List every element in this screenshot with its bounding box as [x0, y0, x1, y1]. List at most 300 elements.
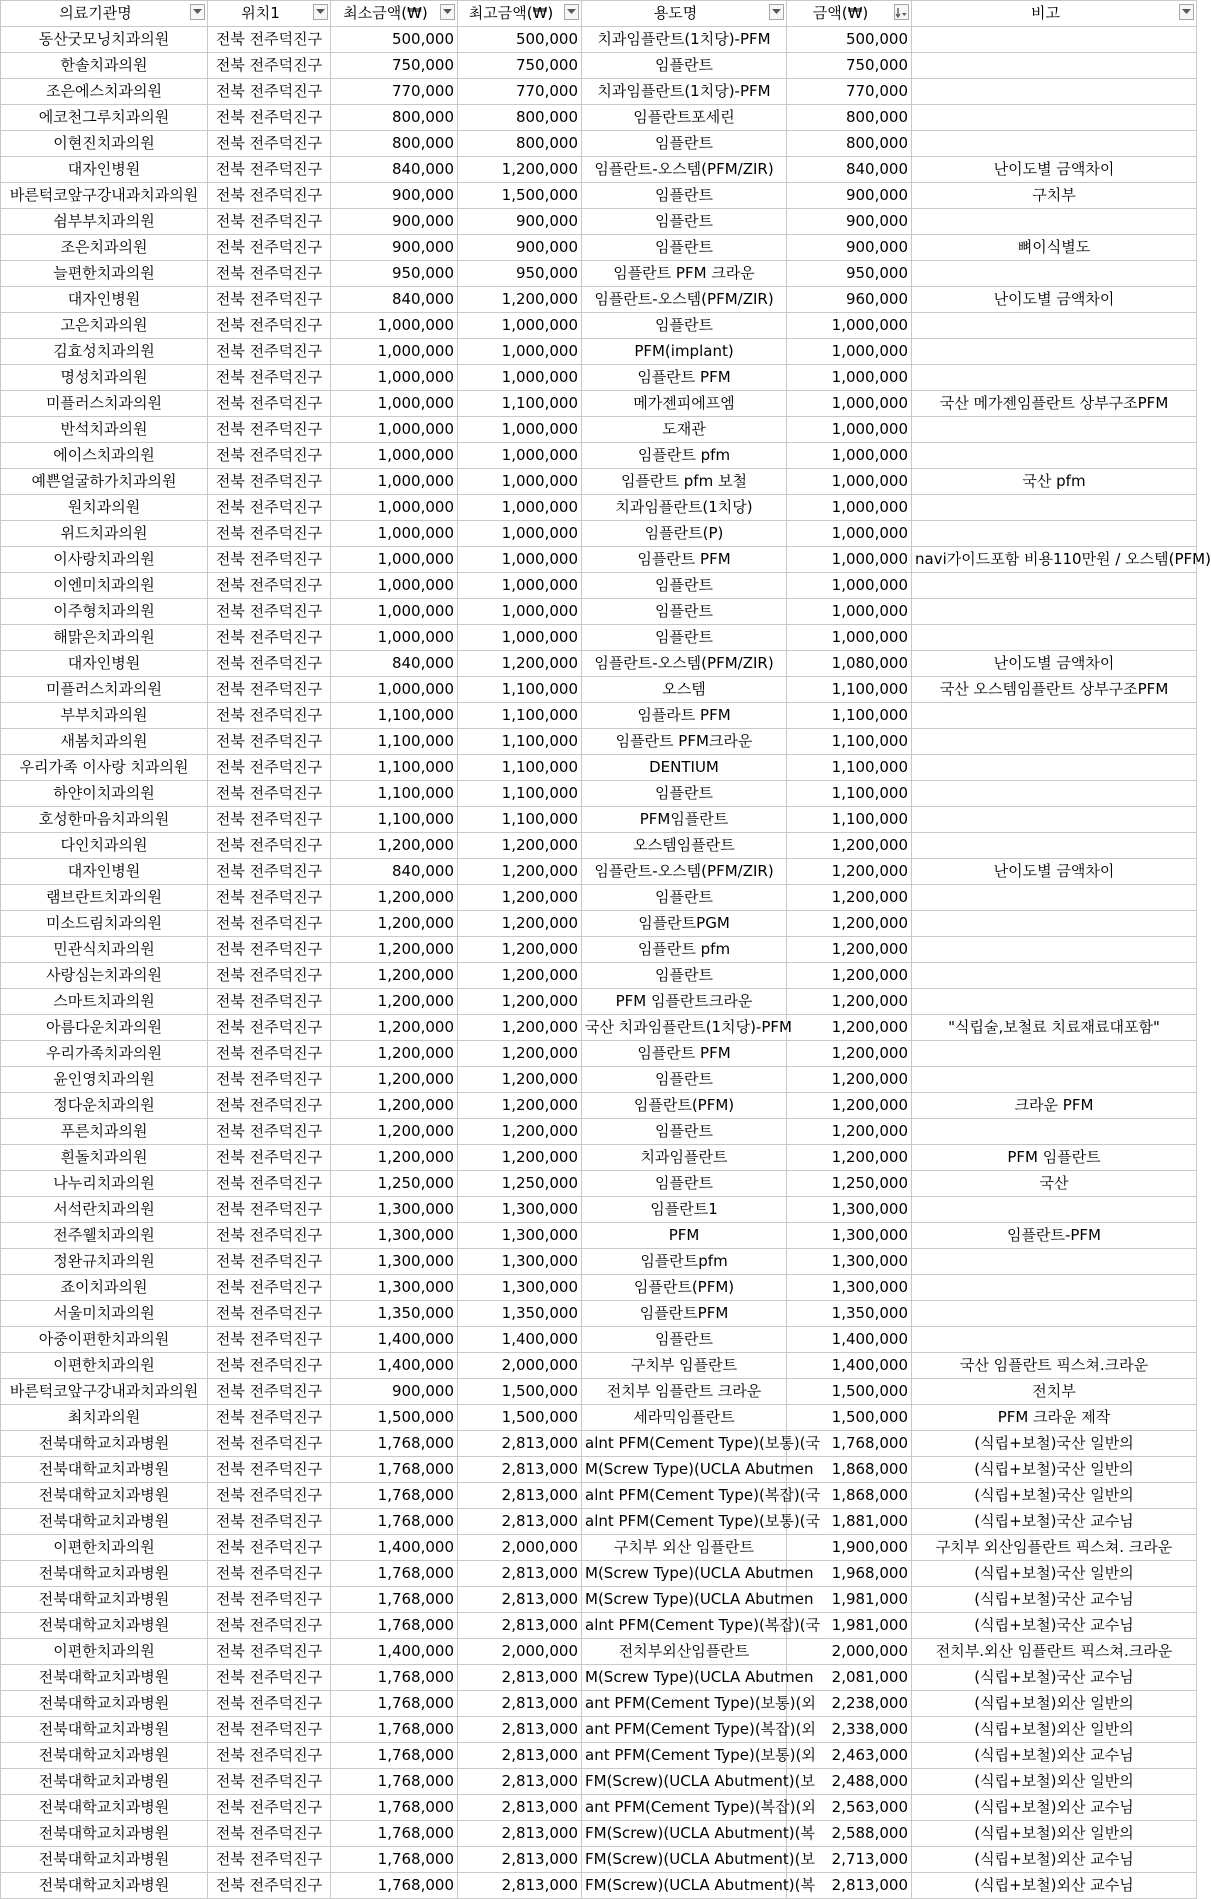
min-price-cell[interactable]: 1,300,000: [331, 1275, 458, 1301]
amount-cell[interactable]: 1,200,000: [787, 1015, 912, 1041]
usage-cell[interactable]: 임플란트-오스템(PFM/ZIR): [582, 157, 787, 183]
max-price-cell[interactable]: 1,200,000: [458, 1093, 582, 1119]
note-cell[interactable]: (식립+보철)국산 일반의: [912, 1457, 1197, 1483]
location-cell[interactable]: 전북 전주덕진구: [208, 625, 331, 651]
amount-cell[interactable]: 2,488,000: [787, 1769, 912, 1795]
usage-cell[interactable]: alnt PFM(Cement Type)(복잡)(국: [582, 1483, 787, 1509]
amount-cell[interactable]: 1,100,000: [787, 807, 912, 833]
amount-cell[interactable]: 1,200,000: [787, 859, 912, 885]
amount-cell[interactable]: 800,000: [787, 105, 912, 131]
usage-cell[interactable]: 전치부 임플란트 크라운: [582, 1379, 787, 1405]
note-cell[interactable]: 전치부: [912, 1379, 1197, 1405]
location-cell[interactable]: 전북 전주덕진구: [208, 339, 331, 365]
usage-cell[interactable]: 임플란트: [582, 131, 787, 157]
max-price-cell[interactable]: 2,000,000: [458, 1353, 582, 1379]
min-price-cell[interactable]: 750,000: [331, 53, 458, 79]
column-header-note[interactable]: [912, 1, 1197, 27]
min-price-cell[interactable]: 1,400,000: [331, 1639, 458, 1665]
institution-cell[interactable]: 죠이치과의원: [1, 1275, 208, 1301]
amount-cell[interactable]: 500,000: [787, 27, 912, 53]
location-cell[interactable]: 전북 전주덕진구: [208, 131, 331, 157]
min-price-cell[interactable]: 1,400,000: [331, 1327, 458, 1353]
institution-cell[interactable]: 윤인영치과의원: [1, 1067, 208, 1093]
max-price-cell[interactable]: 1,000,000: [458, 521, 582, 547]
institution-cell[interactable]: 늘편한치과의원: [1, 261, 208, 287]
amount-cell[interactable]: 1,981,000: [787, 1587, 912, 1613]
min-price-cell[interactable]: 1,000,000: [331, 495, 458, 521]
min-price-cell[interactable]: 1,200,000: [331, 989, 458, 1015]
institution-cell[interactable]: 전북대학교치과병원: [1, 1873, 208, 1899]
institution-cell[interactable]: 사랑심는치과의원: [1, 963, 208, 989]
max-price-cell[interactable]: 1,200,000: [458, 833, 582, 859]
institution-cell[interactable]: 이현진치과의원: [1, 131, 208, 157]
institution-cell[interactable]: 이편한치과의원: [1, 1353, 208, 1379]
institution-cell[interactable]: 전북대학교치과병원: [1, 1743, 208, 1769]
amount-cell[interactable]: 1,000,000: [787, 365, 912, 391]
usage-cell[interactable]: 임플란트: [582, 53, 787, 79]
institution-cell[interactable]: 미플러스치과의원: [1, 677, 208, 703]
usage-cell[interactable]: 임플란트1: [582, 1197, 787, 1223]
institution-cell[interactable]: 이사랑치과의원: [1, 547, 208, 573]
institution-cell[interactable]: 최치과의원: [1, 1405, 208, 1431]
note-cell[interactable]: [912, 209, 1197, 235]
location-cell[interactable]: 전북 전주덕진구: [208, 989, 331, 1015]
note-cell[interactable]: [912, 365, 1197, 391]
location-cell[interactable]: 전북 전주덕진구: [208, 1041, 331, 1067]
min-price-cell[interactable]: 1,200,000: [331, 885, 458, 911]
note-cell[interactable]: 임플란트-PFM: [912, 1223, 1197, 1249]
min-price-cell[interactable]: 840,000: [331, 859, 458, 885]
amount-cell[interactable]: 1,000,000: [787, 391, 912, 417]
max-price-cell[interactable]: 1,200,000: [458, 287, 582, 313]
min-price-cell[interactable]: 1,768,000: [331, 1769, 458, 1795]
institution-cell[interactable]: 조은에스치과의원: [1, 79, 208, 105]
amount-cell[interactable]: 2,338,000: [787, 1717, 912, 1743]
amount-cell[interactable]: 1,200,000: [787, 1067, 912, 1093]
amount-cell[interactable]: 2,000,000: [787, 1639, 912, 1665]
amount-cell[interactable]: 1,080,000: [787, 651, 912, 677]
usage-cell[interactable]: 임플란트 PFM: [582, 365, 787, 391]
min-price-cell[interactable]: 1,500,000: [331, 1405, 458, 1431]
filter-dropdown-icon[interactable]: [769, 4, 784, 20]
amount-cell[interactable]: 1,881,000: [787, 1509, 912, 1535]
location-cell[interactable]: 전북 전주덕진구: [208, 1171, 331, 1197]
min-price-cell[interactable]: 1,768,000: [331, 1821, 458, 1847]
max-price-cell[interactable]: 2,813,000: [458, 1561, 582, 1587]
max-price-cell[interactable]: 1,300,000: [458, 1223, 582, 1249]
location-cell[interactable]: 전북 전주덕진구: [208, 1457, 331, 1483]
usage-cell[interactable]: 임플란트: [582, 1327, 787, 1353]
max-price-cell[interactable]: 2,813,000: [458, 1717, 582, 1743]
min-price-cell[interactable]: 1,300,000: [331, 1197, 458, 1223]
note-cell[interactable]: (식립+보철)국산 교수님: [912, 1587, 1197, 1613]
usage-cell[interactable]: 임플란트: [582, 209, 787, 235]
note-cell[interactable]: (식립+보철)외산 교수님: [912, 1873, 1197, 1899]
max-price-cell[interactable]: 1,200,000: [458, 937, 582, 963]
amount-cell[interactable]: 950,000: [787, 261, 912, 287]
usage-cell[interactable]: alnt PFM(Cement Type)(보통)(국: [582, 1431, 787, 1457]
usage-cell[interactable]: 임플란트 pfm: [582, 937, 787, 963]
max-price-cell[interactable]: 1,000,000: [458, 339, 582, 365]
institution-cell[interactable]: 민관식치과의원: [1, 937, 208, 963]
amount-cell[interactable]: 1,200,000: [787, 989, 912, 1015]
institution-cell[interactable]: 새봄치과의원: [1, 729, 208, 755]
min-price-cell[interactable]: 900,000: [331, 235, 458, 261]
note-cell[interactable]: "식립술,보철료 치료재료대포함": [912, 1015, 1197, 1041]
max-price-cell[interactable]: 1,200,000: [458, 859, 582, 885]
note-cell[interactable]: (식립+보철)국산 일반의: [912, 1561, 1197, 1587]
usage-cell[interactable]: 임플란트 pfm: [582, 443, 787, 469]
institution-cell[interactable]: 에이스치과의원: [1, 443, 208, 469]
amount-cell[interactable]: 1,250,000: [787, 1171, 912, 1197]
amount-cell[interactable]: 1,200,000: [787, 1041, 912, 1067]
location-cell[interactable]: 전북 전주덕진구: [208, 1691, 331, 1717]
min-price-cell[interactable]: 1,100,000: [331, 729, 458, 755]
location-cell[interactable]: 전북 전주덕진구: [208, 1639, 331, 1665]
min-price-cell[interactable]: 1,768,000: [331, 1795, 458, 1821]
max-price-cell[interactable]: 1,100,000: [458, 677, 582, 703]
filter-dropdown-icon[interactable]: [1179, 4, 1194, 20]
location-cell[interactable]: 전북 전주덕진구: [208, 1665, 331, 1691]
institution-cell[interactable]: 대자인병원: [1, 651, 208, 677]
location-cell[interactable]: 전북 전주덕진구: [208, 261, 331, 287]
usage-cell[interactable]: 오스템임플란트: [582, 833, 787, 859]
usage-cell[interactable]: 구치부 외산 임플란트: [582, 1535, 787, 1561]
amount-cell[interactable]: 2,463,000: [787, 1743, 912, 1769]
institution-cell[interactable]: 이편한치과의원: [1, 1535, 208, 1561]
location-cell[interactable]: 전북 전주덕진구: [208, 1795, 331, 1821]
amount-cell[interactable]: 1,200,000: [787, 911, 912, 937]
amount-cell[interactable]: 2,563,000: [787, 1795, 912, 1821]
max-price-cell[interactable]: 1,000,000: [458, 443, 582, 469]
usage-cell[interactable]: 국산 치과임플란트(1치당)-PFM: [582, 1015, 787, 1041]
amount-cell[interactable]: 840,000: [787, 157, 912, 183]
location-cell[interactable]: 전북 전주덕진구: [208, 1301, 331, 1327]
amount-cell[interactable]: 1,000,000: [787, 495, 912, 521]
note-cell[interactable]: [912, 313, 1197, 339]
location-cell[interactable]: 전북 전주덕진구: [208, 1093, 331, 1119]
min-price-cell[interactable]: 1,768,000: [331, 1691, 458, 1717]
institution-cell[interactable]: 대자인병원: [1, 859, 208, 885]
note-cell[interactable]: 국산 임플란트 픽스쳐.크라운: [912, 1353, 1197, 1379]
min-price-cell[interactable]: 1,768,000: [331, 1457, 458, 1483]
usage-cell[interactable]: 임플란트 PFM 크라운: [582, 261, 787, 287]
institution-cell[interactable]: 명성치과의원: [1, 365, 208, 391]
max-price-cell[interactable]: 1,200,000: [458, 1041, 582, 1067]
location-cell[interactable]: 전북 전주덕진구: [208, 703, 331, 729]
min-price-cell[interactable]: 1,768,000: [331, 1847, 458, 1873]
institution-cell[interactable]: 전북대학교치과병원: [1, 1821, 208, 1847]
max-price-cell[interactable]: 1,000,000: [458, 365, 582, 391]
location-cell[interactable]: 전북 전주덕진구: [208, 1535, 331, 1561]
min-price-cell[interactable]: 1,200,000: [331, 1067, 458, 1093]
max-price-cell[interactable]: 2,813,000: [458, 1587, 582, 1613]
location-cell[interactable]: 전북 전주덕진구: [208, 1509, 331, 1535]
location-cell[interactable]: 전북 전주덕진구: [208, 677, 331, 703]
min-price-cell[interactable]: 1,100,000: [331, 703, 458, 729]
location-cell[interactable]: 전북 전주덕진구: [208, 1743, 331, 1769]
note-cell[interactable]: [912, 1327, 1197, 1353]
max-price-cell[interactable]: 500,000: [458, 27, 582, 53]
min-price-cell[interactable]: 900,000: [331, 209, 458, 235]
note-cell[interactable]: [912, 417, 1197, 443]
location-cell[interactable]: 전북 전주덕진구: [208, 1873, 331, 1899]
max-price-cell[interactable]: 1,350,000: [458, 1301, 582, 1327]
note-cell[interactable]: [912, 79, 1197, 105]
filter-dropdown-icon[interactable]: [564, 4, 579, 20]
max-price-cell[interactable]: 1,000,000: [458, 469, 582, 495]
usage-cell[interactable]: 임플란트 PFM: [582, 547, 787, 573]
min-price-cell[interactable]: 840,000: [331, 287, 458, 313]
note-cell[interactable]: (식립+보철)국산 교수님: [912, 1509, 1197, 1535]
location-cell[interactable]: 전북 전주덕진구: [208, 1353, 331, 1379]
location-cell[interactable]: 전북 전주덕진구: [208, 235, 331, 261]
min-price-cell[interactable]: 1,768,000: [331, 1613, 458, 1639]
location-cell[interactable]: 전북 전주덕진구: [208, 1067, 331, 1093]
location-cell[interactable]: 전북 전주덕진구: [208, 443, 331, 469]
max-price-cell[interactable]: 1,300,000: [458, 1197, 582, 1223]
amount-cell[interactable]: 1,000,000: [787, 417, 912, 443]
amount-cell[interactable]: 900,000: [787, 235, 912, 261]
amount-cell[interactable]: 1,500,000: [787, 1405, 912, 1431]
institution-cell[interactable]: 전북대학교치과병원: [1, 1483, 208, 1509]
note-cell[interactable]: 난이도별 금액차이: [912, 287, 1197, 313]
max-price-cell[interactable]: 1,300,000: [458, 1275, 582, 1301]
usage-cell[interactable]: 임플란트 PFM: [582, 1041, 787, 1067]
note-cell[interactable]: 국산 pfm: [912, 469, 1197, 495]
note-cell[interactable]: (식립+보철)국산 교수님: [912, 1613, 1197, 1639]
location-cell[interactable]: 전북 전주덕진구: [208, 1015, 331, 1041]
usage-cell[interactable]: 전치부외산임플란트: [582, 1639, 787, 1665]
amount-cell[interactable]: 1,500,000: [787, 1379, 912, 1405]
amount-cell[interactable]: 750,000: [787, 53, 912, 79]
institution-cell[interactable]: 다인치과의원: [1, 833, 208, 859]
note-cell[interactable]: [912, 885, 1197, 911]
institution-cell[interactable]: 위드치과의원: [1, 521, 208, 547]
max-price-cell[interactable]: 800,000: [458, 131, 582, 157]
min-price-cell[interactable]: 1,250,000: [331, 1171, 458, 1197]
institution-cell[interactable]: 미플러스치과의원: [1, 391, 208, 417]
max-price-cell[interactable]: 1,500,000: [458, 1379, 582, 1405]
institution-cell[interactable]: 우리가족 이사랑 치과의원: [1, 755, 208, 781]
max-price-cell[interactable]: 1,000,000: [458, 417, 582, 443]
institution-cell[interactable]: 호성한마음치과의원: [1, 807, 208, 833]
min-price-cell[interactable]: 1,768,000: [331, 1483, 458, 1509]
location-cell[interactable]: 전북 전주덕진구: [208, 391, 331, 417]
institution-cell[interactable]: 전북대학교치과병원: [1, 1769, 208, 1795]
column-header-min-price[interactable]: [331, 1, 458, 27]
max-price-cell[interactable]: 1,000,000: [458, 313, 582, 339]
amount-cell[interactable]: 1,300,000: [787, 1223, 912, 1249]
note-cell[interactable]: 국산 오스템임플란트 상부구조PFM: [912, 677, 1197, 703]
usage-cell[interactable]: 임플란트: [582, 625, 787, 651]
location-cell[interactable]: 전북 전주덕진구: [208, 287, 331, 313]
note-cell[interactable]: (식립+보철)외산 교수님: [912, 1795, 1197, 1821]
note-cell[interactable]: [912, 495, 1197, 521]
institution-cell[interactable]: 동산굿모닝치과의원: [1, 27, 208, 53]
min-price-cell[interactable]: 1,768,000: [331, 1665, 458, 1691]
note-cell[interactable]: (식립+보철)외산 일반의: [912, 1769, 1197, 1795]
institution-cell[interactable]: 램브란트치과의원: [1, 885, 208, 911]
usage-cell[interactable]: 임플란트: [582, 573, 787, 599]
note-cell[interactable]: PFM 임플란트: [912, 1145, 1197, 1171]
location-cell[interactable]: 전북 전주덕진구: [208, 729, 331, 755]
amount-cell[interactable]: 1,000,000: [787, 313, 912, 339]
institution-cell[interactable]: 아중이편한치과의원: [1, 1327, 208, 1353]
location-cell[interactable]: 전북 전주덕진구: [208, 1223, 331, 1249]
min-price-cell[interactable]: 1,000,000: [331, 547, 458, 573]
column-header-location[interactable]: [208, 1, 331, 27]
location-cell[interactable]: 전북 전주덕진구: [208, 859, 331, 885]
institution-cell[interactable]: 스마트치과의원: [1, 989, 208, 1015]
note-cell[interactable]: [912, 911, 1197, 937]
location-cell[interactable]: 전북 전주덕진구: [208, 963, 331, 989]
institution-cell[interactable]: 전북대학교치과병원: [1, 1431, 208, 1457]
note-cell[interactable]: [912, 1041, 1197, 1067]
sort-ascending-icon[interactable]: [894, 4, 909, 20]
min-price-cell[interactable]: 900,000: [331, 1379, 458, 1405]
min-price-cell[interactable]: 1,000,000: [331, 443, 458, 469]
amount-cell[interactable]: 770,000: [787, 79, 912, 105]
min-price-cell[interactable]: 1,000,000: [331, 365, 458, 391]
column-header-usage[interactable]: [582, 1, 787, 27]
note-cell[interactable]: [912, 521, 1197, 547]
note-cell[interactable]: 전치부.외산 임플란트 픽스쳐.크라운: [912, 1639, 1197, 1665]
usage-cell[interactable]: 치과임플란트: [582, 1145, 787, 1171]
note-cell[interactable]: (식립+보철)국산 일반의: [912, 1483, 1197, 1509]
usage-cell[interactable]: 임플란트(PFM): [582, 1093, 787, 1119]
institution-cell[interactable]: 전북대학교치과병원: [1, 1561, 208, 1587]
amount-cell[interactable]: 1,000,000: [787, 625, 912, 651]
amount-cell[interactable]: 1,350,000: [787, 1301, 912, 1327]
usage-cell[interactable]: 임플라트 PFM: [582, 703, 787, 729]
note-cell[interactable]: 크라운 PFM: [912, 1093, 1197, 1119]
min-price-cell[interactable]: 1,350,000: [331, 1301, 458, 1327]
institution-cell[interactable]: 대자인병원: [1, 157, 208, 183]
note-cell[interactable]: (식립+보철)외산 일반의: [912, 1717, 1197, 1743]
min-price-cell[interactable]: 840,000: [331, 651, 458, 677]
institution-cell[interactable]: 한솔치과의원: [1, 53, 208, 79]
note-cell[interactable]: [912, 1301, 1197, 1327]
usage-cell[interactable]: 임플란트-오스템(PFM/ZIR): [582, 859, 787, 885]
min-price-cell[interactable]: 1,100,000: [331, 755, 458, 781]
institution-cell[interactable]: 조은치과의원: [1, 235, 208, 261]
note-cell[interactable]: (식립+보철)국산 교수님: [912, 1665, 1197, 1691]
institution-cell[interactable]: 대자인병원: [1, 287, 208, 313]
usage-cell[interactable]: 임플란트 PFM크라운: [582, 729, 787, 755]
amount-cell[interactable]: 1,100,000: [787, 781, 912, 807]
amount-cell[interactable]: 1,200,000: [787, 937, 912, 963]
note-cell[interactable]: [912, 131, 1197, 157]
usage-cell[interactable]: 임플란트PGM: [582, 911, 787, 937]
location-cell[interactable]: 전북 전주덕진구: [208, 417, 331, 443]
filter-dropdown-icon[interactable]: [313, 4, 328, 20]
amount-cell[interactable]: 1,400,000: [787, 1327, 912, 1353]
note-cell[interactable]: 난이도별 금액차이: [912, 859, 1197, 885]
max-price-cell[interactable]: 1,100,000: [458, 703, 582, 729]
usage-cell[interactable]: ant PFM(Cement Type)(보통)(외: [582, 1743, 787, 1769]
min-price-cell[interactable]: 1,000,000: [331, 339, 458, 365]
min-price-cell[interactable]: 1,000,000: [331, 391, 458, 417]
location-cell[interactable]: 전북 전주덕진구: [208, 1145, 331, 1171]
note-cell[interactable]: [912, 105, 1197, 131]
institution-cell[interactable]: 전북대학교치과병원: [1, 1509, 208, 1535]
institution-cell[interactable]: 서울미치과의원: [1, 1301, 208, 1327]
usage-cell[interactable]: 임플란트: [582, 781, 787, 807]
max-price-cell[interactable]: 1,200,000: [458, 1067, 582, 1093]
max-price-cell[interactable]: 1,100,000: [458, 729, 582, 755]
usage-cell[interactable]: 임플란트 pfm 보철: [582, 469, 787, 495]
amount-cell[interactable]: 1,400,000: [787, 1353, 912, 1379]
max-price-cell[interactable]: 2,813,000: [458, 1873, 582, 1899]
location-cell[interactable]: 전북 전주덕진구: [208, 1561, 331, 1587]
filter-dropdown-icon[interactable]: [190, 4, 205, 20]
usage-cell[interactable]: M(Screw Type)(UCLA Abutmen: [582, 1587, 787, 1613]
location-cell[interactable]: 전북 전주덕진구: [208, 1327, 331, 1353]
note-cell[interactable]: [912, 963, 1197, 989]
usage-cell[interactable]: FM(Screw)(UCLA Abutment)(복: [582, 1873, 787, 1899]
amount-cell[interactable]: 1,200,000: [787, 1093, 912, 1119]
institution-cell[interactable]: 부부치과의원: [1, 703, 208, 729]
amount-cell[interactable]: 800,000: [787, 131, 912, 157]
usage-cell[interactable]: PFM: [582, 1223, 787, 1249]
amount-cell[interactable]: 1,200,000: [787, 833, 912, 859]
note-cell[interactable]: 난이도별 금액차이: [912, 157, 1197, 183]
note-cell[interactable]: [912, 729, 1197, 755]
min-price-cell[interactable]: 840,000: [331, 157, 458, 183]
location-cell[interactable]: 전북 전주덕진구: [208, 53, 331, 79]
location-cell[interactable]: 전북 전주덕진구: [208, 1717, 331, 1743]
filter-dropdown-icon[interactable]: [440, 4, 455, 20]
amount-cell[interactable]: 2,588,000: [787, 1821, 912, 1847]
note-cell[interactable]: [912, 703, 1197, 729]
amount-cell[interactable]: 1,000,000: [787, 521, 912, 547]
max-price-cell[interactable]: 770,000: [458, 79, 582, 105]
max-price-cell[interactable]: 1,200,000: [458, 651, 582, 677]
usage-cell[interactable]: M(Screw Type)(UCLA Abutmen: [582, 1665, 787, 1691]
amount-cell[interactable]: 1,200,000: [787, 963, 912, 989]
max-price-cell[interactable]: 2,813,000: [458, 1665, 582, 1691]
institution-cell[interactable]: 이엔미치과의원: [1, 573, 208, 599]
amount-cell[interactable]: 1,000,000: [787, 469, 912, 495]
note-cell[interactable]: [912, 807, 1197, 833]
institution-cell[interactable]: 고은치과의원: [1, 313, 208, 339]
institution-cell[interactable]: 하얀이치과의원: [1, 781, 208, 807]
min-price-cell[interactable]: 1,200,000: [331, 963, 458, 989]
location-cell[interactable]: 전북 전주덕진구: [208, 1769, 331, 1795]
max-price-cell[interactable]: 2,813,000: [458, 1795, 582, 1821]
note-cell[interactable]: (식립+보철)외산 일반의: [912, 1821, 1197, 1847]
location-cell[interactable]: 전북 전주덕진구: [208, 313, 331, 339]
note-cell[interactable]: [912, 755, 1197, 781]
max-price-cell[interactable]: 1,200,000: [458, 1119, 582, 1145]
min-price-cell[interactable]: 1,768,000: [331, 1873, 458, 1899]
min-price-cell[interactable]: 1,200,000: [331, 911, 458, 937]
amount-cell[interactable]: 2,813,000: [787, 1873, 912, 1899]
location-cell[interactable]: 전북 전주덕진구: [208, 521, 331, 547]
note-cell[interactable]: PFM 크라운 제작: [912, 1405, 1197, 1431]
institution-cell[interactable]: 전북대학교치과병원: [1, 1691, 208, 1717]
max-price-cell[interactable]: 1,000,000: [458, 573, 582, 599]
usage-cell[interactable]: alnt PFM(Cement Type)(복잡)(국: [582, 1613, 787, 1639]
amount-cell[interactable]: 2,238,000: [787, 1691, 912, 1717]
min-price-cell[interactable]: 1,000,000: [331, 599, 458, 625]
location-cell[interactable]: 전북 전주덕진구: [208, 911, 331, 937]
location-cell[interactable]: 전북 전주덕진구: [208, 1847, 331, 1873]
amount-cell[interactable]: 1,100,000: [787, 703, 912, 729]
location-cell[interactable]: 전북 전주덕진구: [208, 547, 331, 573]
note-cell[interactable]: 난이도별 금액차이: [912, 651, 1197, 677]
